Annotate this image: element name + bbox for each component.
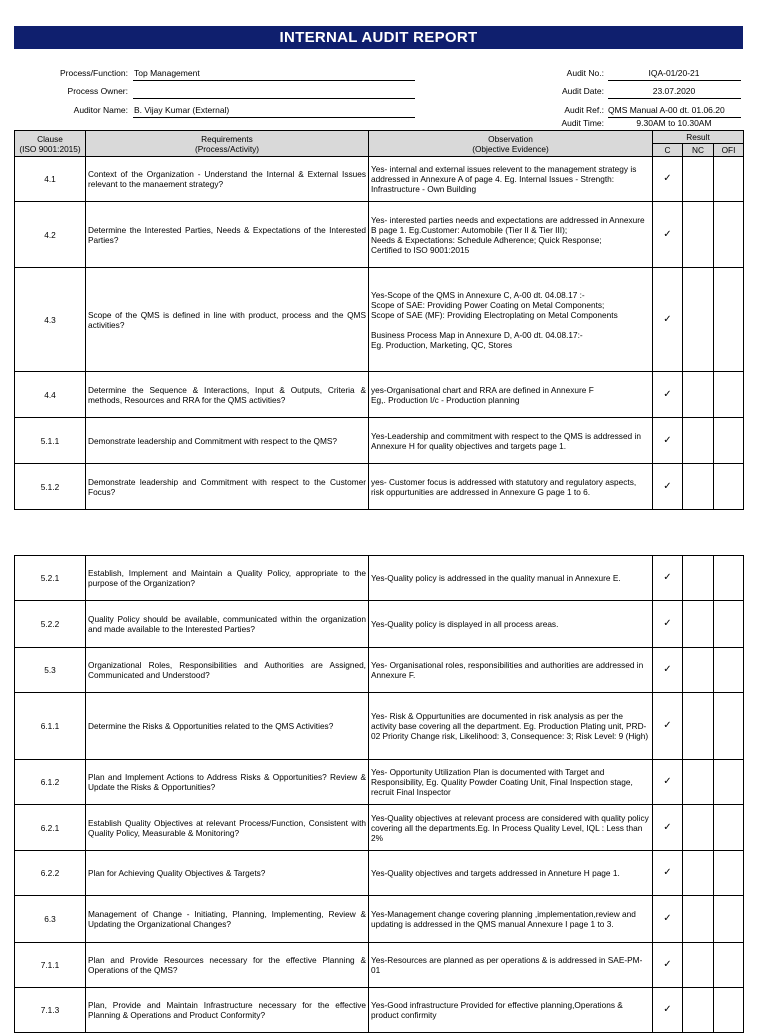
process-owner-underline — [133, 98, 415, 99]
result-nc-cell — [683, 648, 714, 693]
observation-cell: Yes- interested parties needs and expectations are addressed in Annexure B page 1. Eg.Customer: Automobile (Tier II & Tier III); Needs & Expectations: Schedule Adherence; Quick Response; Certified to ISO 9001:2015 — [369, 202, 653, 268]
result-nc-cell — [683, 988, 714, 1033]
observation-cell: yes-Organisational chart and RRA are defined in Annexure F Eg,. Production I/c - Production planning — [369, 372, 653, 418]
result-c-header: C — [653, 144, 683, 157]
audit-date-value: 23.07.2020 — [652, 86, 696, 96]
result-c-check: ✓ — [653, 418, 683, 464]
table-row — [15, 943, 744, 988]
result-c-check: ✓ — [653, 648, 683, 693]
observation-cell: Yes- internal and external issues relevent to the management strategy is addressed in Annexure A of page 4. Eg. Internal Issues - Strength: Infrastructure - Own Building — [369, 157, 653, 202]
result-ofi-cell — [714, 157, 744, 202]
result-nc-cell — [683, 805, 714, 851]
result-c-check: ✓ — [653, 943, 683, 988]
result-c-check: ✓ — [653, 556, 683, 601]
result-c-check: ✓ — [653, 760, 683, 805]
result-nc-cell — [683, 157, 714, 202]
clause-cell: 5.1.2 — [15, 464, 86, 510]
table-row — [15, 693, 744, 760]
result-nc-cell — [683, 372, 714, 418]
audit-table-page1 — [14, 130, 744, 510]
requirement-cell: Establish, Implement and Maintain a Quality Policy, appropriate to the purpose of the Organization? — [86, 556, 369, 601]
result-nc-cell — [683, 851, 714, 896]
audit-no-underline — [608, 80, 741, 81]
requirement-cell: Determine the Sequence & Interactions, Input & Outputs, Criteria & methods, Resources and RRA for the QMS activities? — [86, 372, 369, 418]
observation-cell: Yes-Management change covering planning ,implementation,review and updating is addressed in the QMS manual Annexure I page 1 to 3. — [369, 896, 653, 943]
clause-cell: 6.1.1 — [15, 693, 86, 760]
table-row — [15, 418, 744, 464]
clause-cell: 5.3 — [15, 648, 86, 693]
result-c-check: ✓ — [653, 896, 683, 943]
audit-no-value: IQA-01/20-21 — [648, 68, 700, 78]
clause-cell: 4.1 — [15, 157, 86, 202]
requirement-cell: Plan for Achieving Quality Objectives & Targets? — [86, 851, 369, 896]
requirement-cell: Plan and Provide Resources necessary for the effective Planning & Operations of the QMS? — [86, 943, 369, 988]
result-c-check: ✓ — [653, 851, 683, 896]
result-nc-header: NC — [683, 144, 714, 157]
clause-cell: 6.2.1 — [15, 805, 86, 851]
requirement-cell: Determine the Interested Parties, Needs & Expectations of the Interested Parties? — [86, 202, 369, 268]
result-nc-cell — [683, 418, 714, 464]
result-c-check: ✓ — [653, 464, 683, 510]
result-ofi-cell — [714, 202, 744, 268]
observation-cell: Yes-Quality policy is addressed in the quality manual in Annexure E. — [369, 556, 653, 601]
result-ofi-cell — [714, 760, 744, 805]
requirement-cell: Quality Policy should be available, communicated within the organization and made available to the Interested Parties? — [86, 601, 369, 648]
result-ofi-cell — [714, 556, 744, 601]
result-nc-cell — [683, 896, 714, 943]
result-nc-cell — [683, 760, 714, 805]
audit-ref-value: QMS Manual A-00 dt. 01.06.20 — [608, 105, 725, 115]
audit-no-label: Audit No.: — [566, 68, 604, 78]
audit-time-label: Audit Time: — [561, 118, 604, 128]
result-nc-cell — [683, 943, 714, 988]
clause-cell: 5.2.1 — [15, 556, 86, 601]
clause-cell: 6.3 — [15, 896, 86, 943]
table-row — [15, 648, 744, 693]
requirements-header: Requirements (Process/Activity) — [86, 131, 369, 157]
audit-table-page2 — [14, 555, 744, 1033]
result-ofi-cell — [714, 988, 744, 1033]
result-ofi-cell — [714, 268, 744, 372]
audit-ref-label: Audit Ref.: — [564, 105, 604, 115]
table-row — [15, 805, 744, 851]
table-row — [15, 988, 744, 1033]
table-row — [15, 464, 744, 510]
result-ofi-cell — [714, 418, 744, 464]
audit-date-underline — [608, 98, 741, 99]
clause-cell: 4.2 — [15, 202, 86, 268]
table-row — [15, 556, 744, 601]
table-row — [15, 851, 744, 896]
observation-cell: Yes-Good infrastructure Provided for effective planning,Operations & product confirmity — [369, 988, 653, 1033]
clause-cell: 4.3 — [15, 268, 86, 372]
result-ofi-cell — [714, 464, 744, 510]
table-row — [15, 157, 744, 202]
result-ofi-cell — [714, 896, 744, 943]
observation-cell: Yes-Resources are planned as per operations & is addressed in SAE-PM-01 — [369, 943, 653, 988]
result-ofi-cell — [714, 601, 744, 648]
result-c-check: ✓ — [653, 372, 683, 418]
table-row — [15, 601, 744, 648]
requirement-cell: Establish Quality Objectives at relevant Process/Function, Consistent with Quality Policy, Measurable & Monitoring? — [86, 805, 369, 851]
process-owner-label: Process Owner: — [67, 86, 128, 96]
result-ofi-header: OFI — [714, 144, 744, 157]
table-row — [15, 896, 744, 943]
result-ofi-cell — [714, 851, 744, 896]
process-function-underline — [133, 80, 415, 81]
result-nc-cell — [683, 601, 714, 648]
requirement-cell: Organizational Roles, Responsibilities and Authorities are Assigned, Communicated and Understood? — [86, 648, 369, 693]
requirement-cell: Scope of the QMS is defined in line with product, process and the QMS activities? — [86, 268, 369, 372]
result-header: Result — [653, 131, 744, 144]
result-ofi-cell — [714, 648, 744, 693]
result-c-check: ✓ — [653, 601, 683, 648]
observation-cell: Yes- Risk & Oppurtunities are documented in risk analysis as per the activity base covering all the department. Eg. Production Plating unit, PRD-02 Priority Change risk, Likelihood: 3, Consequence: 3; Risk Level: 9 (High) — [369, 693, 653, 760]
requirement-cell: Determine the Risks & Opportunities related to the QMS Activities? — [86, 693, 369, 760]
observation-cell: Yes-Quality policy is displayed in all process areas. — [369, 601, 653, 648]
audit-date-label: Audit Date: — [561, 86, 604, 96]
table-row — [15, 760, 744, 805]
result-c-check: ✓ — [653, 157, 683, 202]
clause-cell: 4.4 — [15, 372, 86, 418]
clause-cell: 5.2.2 — [15, 601, 86, 648]
table-row — [15, 268, 744, 372]
auditor-name-underline — [133, 117, 415, 118]
result-nc-cell — [683, 556, 714, 601]
result-ofi-cell — [714, 805, 744, 851]
clause-cell: 5.1.1 — [15, 418, 86, 464]
auditor-name-label: Auditor Name: — [73, 105, 128, 115]
requirement-cell: Plan and Implement Actions to Address Risks & Opportunities? Review & Update the Risks & Opportunities? — [86, 760, 369, 805]
observation-header: Observation (Objective Evidence) — [369, 131, 653, 157]
result-nc-cell — [683, 464, 714, 510]
result-ofi-cell — [714, 693, 744, 760]
report-title: INTERNAL AUDIT REPORT — [14, 26, 743, 49]
clause-cell: 6.1.2 — [15, 760, 86, 805]
result-nc-cell — [683, 202, 714, 268]
observation-cell: Yes- Organisational roles, responsibilities and authorities are addressed in Annexure F. — [369, 648, 653, 693]
table-row — [15, 202, 744, 268]
requirement-cell: Plan, Provide and Maintain Infrastructure necessary for the effective Planning & Operations and Product Conformity? — [86, 988, 369, 1033]
clause-header: Clause (ISO 9001:2015) — [15, 131, 86, 157]
observation-cell: yes- Customer focus is addressed with statutory and regulatory aspects, risk oppurtunities are addressed in Annexure G page 1 to 6. — [369, 464, 653, 510]
auditor-name-value: B. Vijay Kumar (External) — [134, 105, 230, 115]
result-c-check: ✓ — [653, 202, 683, 268]
process-function-value: Top Management — [134, 68, 200, 78]
observation-cell: Yes- Opportunity Utilization Plan is documented with Target and Responsibility, Eg. Quality Powder Coating Unit, Final Inspection stage, recruit Final Inspector — [369, 760, 653, 805]
result-ofi-cell — [714, 372, 744, 418]
observation-cell: Yes-Quality objectives at relevant process are considered with quality policy covering all the departments.Eg. In Process Quality Level, IQL : Less than 2% — [369, 805, 653, 851]
clause-cell: 7.1.3 — [15, 988, 86, 1033]
requirement-cell: Management of Change - Initiating, Planning, Implementing, Review & Updating the Organizational Changes? — [86, 896, 369, 943]
result-c-check: ✓ — [653, 988, 683, 1033]
result-nc-cell — [683, 693, 714, 760]
observation-cell: Yes-Scope of the QMS in Annexure C, A-00 dt. 04.08.17 :- Scope of SAE: Providing Power Coating on Metal Components; Scope of SAE (MF): Providing Electroplating on Metal Components Business Process Map in Annexure D, A-00 dt. 04.08.17:- Eg. Production, Marketing, QC, Stores — [369, 268, 653, 372]
result-c-check: ✓ — [653, 693, 683, 760]
observation-cell: Yes-Leadership and commitment with respect to the QMS is addressed in Annexure H for quality objectives and targets page 1. — [369, 418, 653, 464]
table-row — [15, 372, 744, 418]
requirement-cell: Demonstrate leadership and Commitment with respect to the Customer Focus? — [86, 464, 369, 510]
audit-time-value: 9.30AM to 10.30AM — [636, 118, 712, 128]
observation-cell: Yes-Quality objectives and targets addressed in Anneture H page 1. — [369, 851, 653, 896]
process-function-label: Process/Function: — [59, 68, 128, 78]
clause-cell: 7.1.1 — [15, 943, 86, 988]
requirement-cell: Context of the Organization - Understand the Internal & External Issues relevant to the manaement strategy? — [86, 157, 369, 202]
requirement-cell: Demonstrate leadership and Commitment with respect to the QMS? — [86, 418, 369, 464]
result-c-check: ✓ — [653, 805, 683, 851]
result-nc-cell — [683, 268, 714, 372]
result-ofi-cell — [714, 943, 744, 988]
result-c-check: ✓ — [653, 268, 683, 372]
clause-cell: 6.2.2 — [15, 851, 86, 896]
